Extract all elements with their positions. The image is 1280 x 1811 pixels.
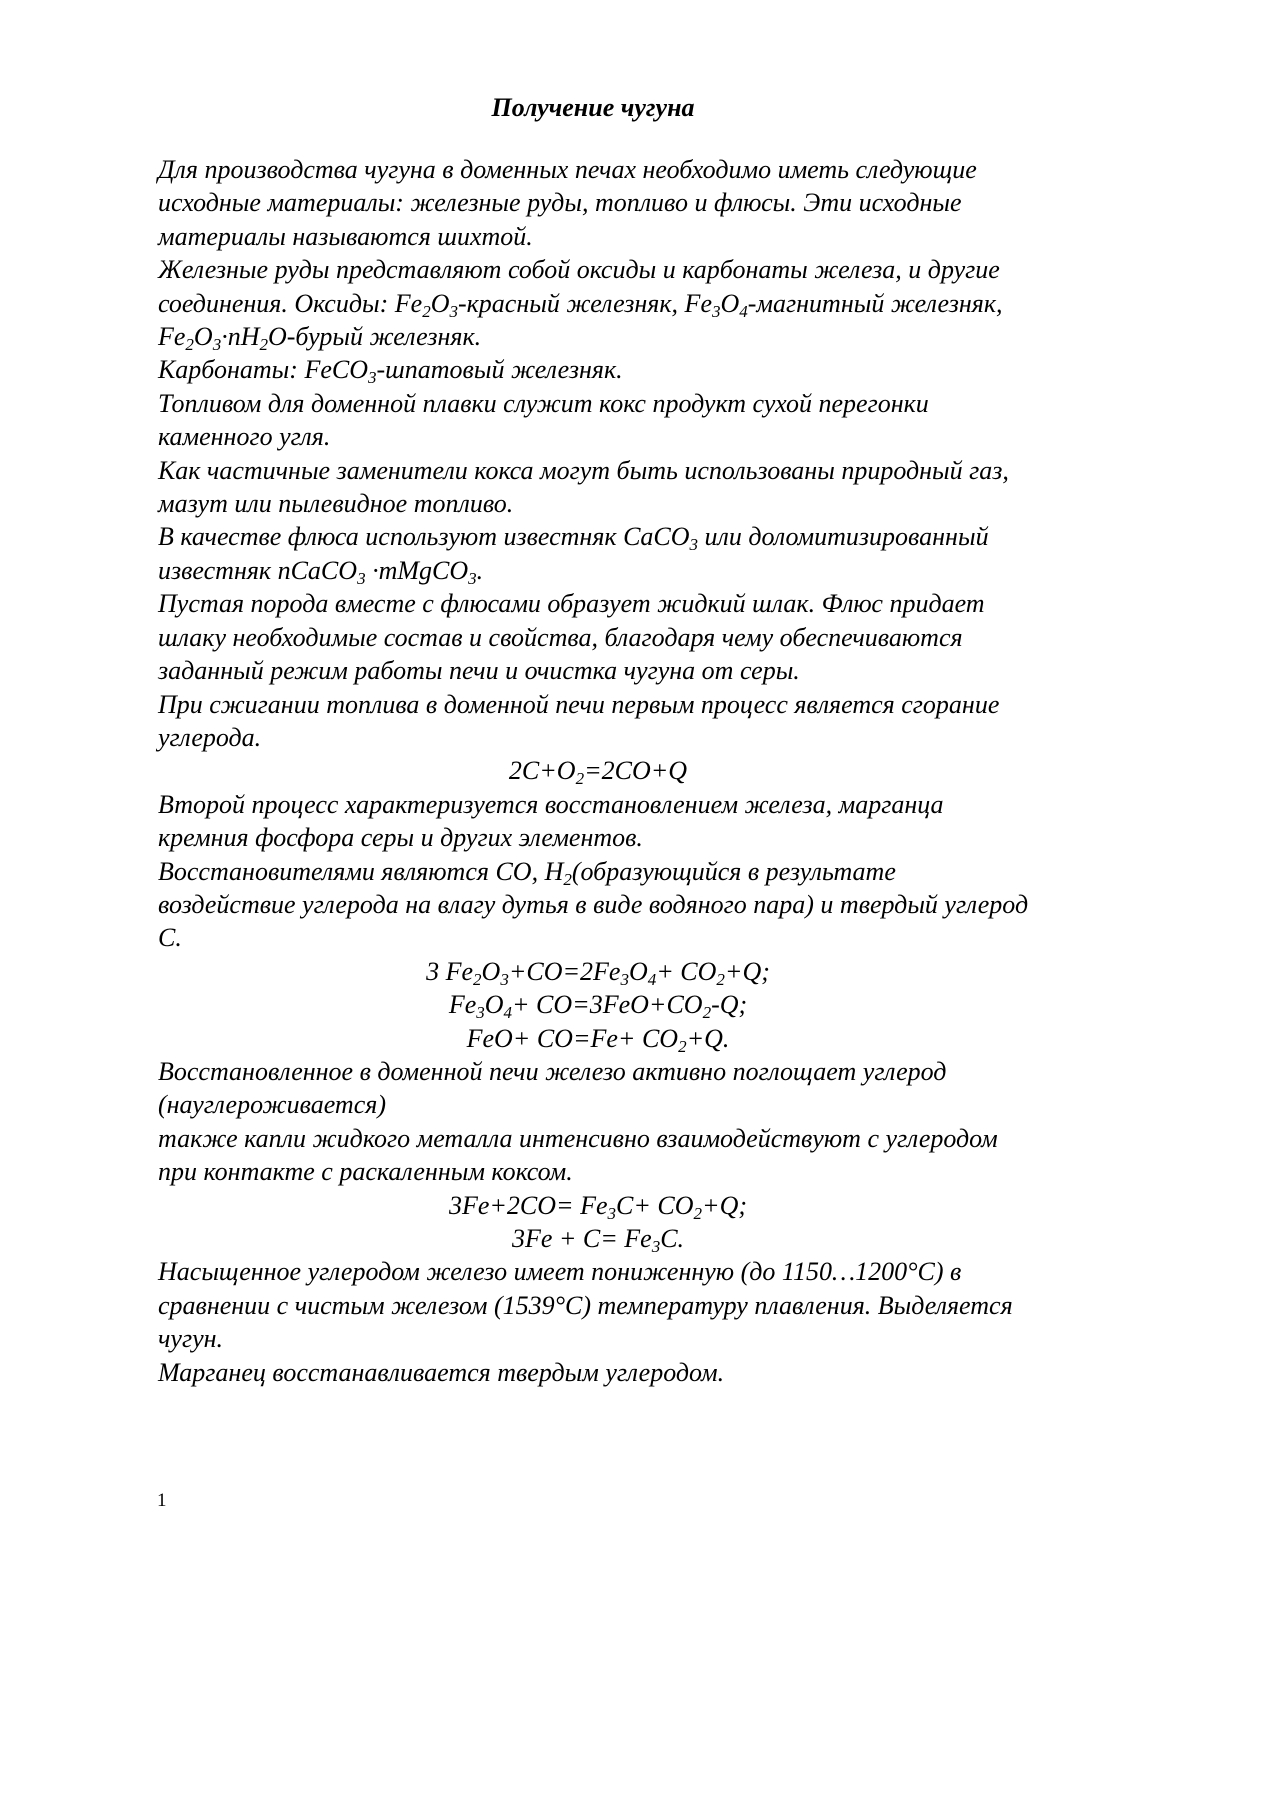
subscript: 2 <box>473 969 482 989</box>
text-segment: C. <box>660 1224 685 1253</box>
text-segment: Топливом для доменной плавки служит кокс продукт сухой перегонки каменного угля. <box>158 388 929 452</box>
text-segment: + CO <box>656 956 717 986</box>
subscript: 4 <box>503 1003 513 1023</box>
subscript: 3 <box>500 969 509 989</box>
text-segment: Карбонаты: FeCO <box>158 355 368 385</box>
paragraph <box>158 1055 1038 1122</box>
text-segment: (образующийся в результате воздействие углерода на влагу дутья в виде водяного пара) и твердый углерод C. <box>158 856 1029 953</box>
text-segment: Fe <box>158 322 186 352</box>
formula-line <box>158 1022 1038 1055</box>
document-body <box>158 153 1038 1389</box>
text-segment: Пустая порода вместе с флюсами образует жидкий шлак. Флюс придает шлаку необходимые состав и свойства, благодаря чему обеспечиваются заданный режим работы печи и очистка чугуна от серы. <box>158 589 985 686</box>
text-segment: -магнитный железняк, <box>747 288 1003 318</box>
text-segment: =2CO+Q <box>584 756 688 786</box>
subscript: 4 <box>739 301 748 321</box>
text-segment: +Q; <box>702 1190 748 1220</box>
text-segment: ·nH <box>221 322 260 352</box>
subscript: 3 <box>449 301 458 321</box>
formula-line <box>158 988 1038 1021</box>
formula-line <box>158 1222 1038 1255</box>
text-segment: O <box>628 956 648 986</box>
paragraph <box>158 153 1038 253</box>
page-title: Получение чугуна <box>491 93 695 122</box>
paragraph <box>158 320 1038 353</box>
text-segment: O <box>193 322 213 352</box>
paragraph <box>158 353 1038 386</box>
text-segment: O <box>430 288 450 318</box>
subscript: 2 <box>702 1003 712 1023</box>
text-segment: Марганец восстанавливается твердым углеродом. <box>158 1357 725 1387</box>
text-segment: O <box>484 990 504 1020</box>
text-segment: FeO+ CO=Fe+ CO <box>466 1023 679 1053</box>
text-segment: -красный железняк, Fe <box>457 288 712 318</box>
paragraph <box>158 1122 1038 1189</box>
text-segment: . <box>476 555 484 585</box>
text-segment: O-бурый железняк. <box>267 322 482 352</box>
text-segment: +Q. <box>686 1023 730 1053</box>
text-segment: 3Fe + C= Fe <box>511 1224 652 1253</box>
text-segment: C+ CO <box>616 1190 694 1220</box>
subscript: 2 <box>563 869 572 889</box>
text-segment: 3Fe+2CO= Fe <box>448 1190 608 1220</box>
subscript: 3 <box>367 368 377 388</box>
text-segment: В качестве флюса используют известняк CaCO <box>158 522 690 552</box>
text-segment: Восстановителями являются CO, H <box>158 856 564 886</box>
text-segment: -шпатовый железняк. <box>376 355 623 385</box>
subscript: 2 <box>422 301 431 321</box>
text-segment: +CO=2Fe <box>508 956 621 986</box>
paragraph <box>158 1356 1038 1389</box>
text-segment: + CO=3FeO+CO <box>512 990 703 1020</box>
subscript: 3 <box>357 568 366 588</box>
formula-line <box>158 1189 1038 1222</box>
text-segment: O <box>481 956 501 986</box>
paragraph <box>158 1255 1038 1355</box>
subscript: 2 <box>259 335 268 355</box>
page-number: 1 <box>157 1490 167 1511</box>
paragraph <box>158 454 1038 521</box>
paragraph <box>158 788 1038 855</box>
text-segment: ·mMgCO <box>365 555 469 585</box>
text-segment: Железные руды представляют собой оксиды и карбонаты железа, и другие соединения. Оксиды: Fe <box>158 255 1000 318</box>
text-segment: 2C+O <box>508 756 576 786</box>
text-segment: Fe <box>448 990 477 1020</box>
subscript: 3 <box>620 969 629 989</box>
subscript: 4 <box>647 969 657 989</box>
text-segment: Восстановленное в доменной печи железо активно поглощает углерод (науглероживается) <box>158 1056 947 1120</box>
paragraph <box>158 253 1038 320</box>
text-segment: 3 Fe <box>426 956 474 986</box>
paragraph <box>158 855 1038 955</box>
subscript: 3 <box>212 335 222 355</box>
text-segment: +Q; <box>724 956 770 986</box>
subscript: 2 <box>716 969 725 989</box>
text-segment: или доломитизированный известняк nCaCO <box>158 522 989 585</box>
text-segment: Как частичные заменители кокса могут быть использованы природный газ, мазут или пылевидное топливо. <box>158 455 1009 519</box>
text-segment: Для производства чугуна в доменных печах необходимо иметь следующие исходные материалы: железные руды, топливо и флюсы. Эти исходные материалы называются шихтой. <box>158 155 977 251</box>
paragraph <box>158 520 1038 587</box>
text-segment: Второй процесс характеризуется восстановлением железа, марганца кремния фосфора серы и других элементов. <box>158 789 944 853</box>
subscript: 3 <box>476 1003 485 1023</box>
subscript: 2 <box>693 1203 703 1223</box>
subscript: 3 <box>651 1237 661 1256</box>
subscript: 3 <box>607 1203 617 1223</box>
text-segment: O <box>720 288 740 318</box>
formula-line <box>158 955 1038 988</box>
text-segment: Насыщенное углеродом железо имеет пониженную (до 1150…1200°C) в сравнении с чистым железом (1539°C) температуру плавления. Выделяется чугун. <box>158 1257 1013 1354</box>
paragraph <box>158 387 1038 454</box>
subscript: 2 <box>678 1036 687 1056</box>
subscript: 3 <box>711 301 721 321</box>
subscript: 3 <box>689 535 699 555</box>
text-segment: -Q; <box>711 990 748 1020</box>
paragraph <box>158 688 1038 755</box>
formula-line <box>158 754 1038 787</box>
subscript: 2 <box>185 335 194 355</box>
subscript: 2 <box>575 769 585 789</box>
subscript: 3 <box>468 568 477 588</box>
text-segment: При сжигании топлива в доменной печи первым процесс является сгорание углерода. <box>158 689 1000 752</box>
text-segment: также капли жидкого металла интенсивно взаимодействуют с углеродом при контакте с раскаленным коксом. <box>158 1123 998 1187</box>
paragraph <box>158 587 1038 687</box>
